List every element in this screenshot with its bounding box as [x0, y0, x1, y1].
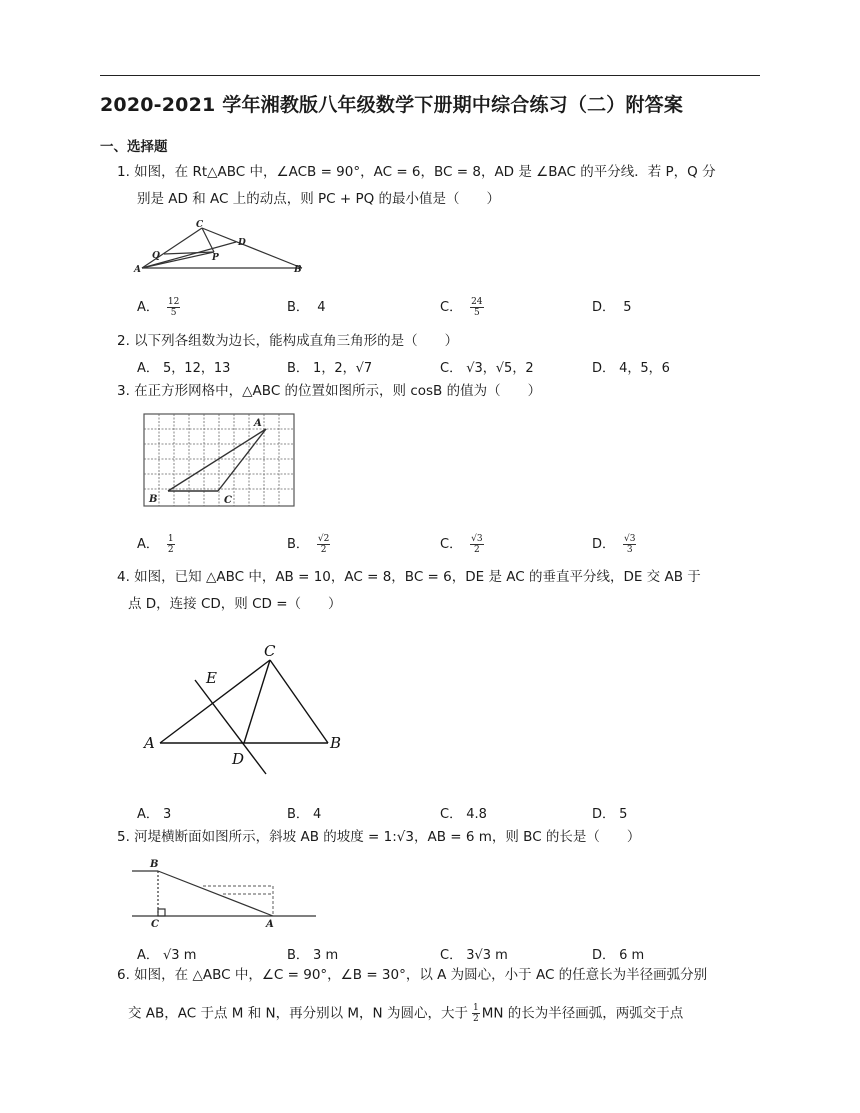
fig3-label-b: B: [149, 494, 158, 505]
header-rule: [100, 75, 760, 76]
question-4-line-2: 点 D，连接 CD，则 CD =（ ）: [128, 596, 342, 612]
q4-option-a[interactable]: A． 3: [137, 807, 172, 822]
fig5-label-b: B: [150, 859, 159, 870]
q4-option-b[interactable]: B． 4: [287, 807, 322, 822]
question-5-figure: [128, 856, 320, 928]
question-4-figure: [140, 640, 350, 780]
q2-option-b[interactable]: B． 1，2，√7: [287, 361, 373, 376]
q3-option-a[interactable]: A． $\frac{1}{2}$: [137, 534, 174, 555]
fig1-label-b: B: [294, 265, 302, 275]
q4-option-c[interactable]: C． 4.8: [440, 807, 487, 822]
q4-option-d[interactable]: D． 5: [592, 807, 628, 822]
q3-option-b[interactable]: B． $\frac{√2}{2}$: [287, 534, 330, 555]
fig4-label-e: E: [206, 669, 217, 687]
q1-option-d[interactable]: D． 5: [592, 300, 632, 315]
fig5-label-c: C: [151, 919, 159, 928]
q1-option-a[interactable]: A． $\frac{12}{5}$: [137, 297, 180, 318]
q1-option-c[interactable]: C． $\frac{24}{5}$: [440, 297, 483, 318]
fig4-label-c: C: [264, 642, 276, 660]
q2-option-d[interactable]: D． 4，5，6: [592, 361, 670, 376]
question-3-line: 3. 在正方形网格中，△ABC 的位置如图所示，则 cosB 的值为（ ）: [117, 383, 542, 399]
q2-option-a[interactable]: A． 5，12，13: [137, 361, 231, 376]
question-1-figure: [130, 218, 310, 278]
q3-option-d[interactable]: D． $\frac{√3}{3}$: [592, 534, 636, 555]
question-6-line-2: 交 AB，AC 于点 M 和 N，再分别以 M，N 为圆心，大于 $\frac{1}{2}$ MN 的长为半径画弧，两弧交于点: [128, 1003, 684, 1024]
question-1-line-2: 别是 AD 和 AC 上的动点，则 PC + PQ 的最小值是（ ）: [137, 191, 501, 207]
question-2-line: 2. 以下列各组数为边长，能构成直角三角形的是（ ）: [117, 333, 459, 349]
q2-option-c[interactable]: C． √3，√5，2: [440, 361, 534, 376]
fig3-label-c: C: [224, 495, 232, 506]
q5-option-a[interactable]: A． √3 m: [137, 948, 197, 963]
question-3-grid-figure: [140, 410, 298, 510]
fig1-label-c: C: [196, 220, 204, 230]
fig1-label-a: A: [134, 265, 141, 275]
q3-option-c[interactable]: C． $\frac{√3}{2}$: [440, 534, 483, 555]
q5-option-b[interactable]: B． 3 m: [287, 948, 339, 963]
fig1-label-q: Q: [152, 251, 160, 261]
q5-option-c[interactable]: C． 3√3 m: [440, 948, 508, 963]
question-6-line-1: 6. 如图，在 △ABC 中，∠C = 90°，∠B = 30°，以 A 为圆心，小于 AC 的任意长为半径画弧分别: [117, 967, 708, 983]
fig4-label-b: B: [330, 734, 342, 752]
page-title: 2020-2021 学年湘教版八年级数学下册期中综合练习（二）附答案: [100, 94, 684, 116]
question-4-line-1: 4. 如图，已知 △ABC 中，AB = 10，AC = 8，BC = 6，DE 是 AC 的垂直平分线，DE 交 AB 于: [117, 569, 701, 585]
question-5-line: 5. 河堤横断面如图所示，斜坡 AB 的坡度 = 1:√3，AB = 6 m，则 BC 的长是（ ）: [117, 829, 641, 845]
fig4-label-d: D: [232, 750, 245, 768]
fig4-label-a: A: [144, 734, 155, 752]
fig1-label-d: D: [238, 238, 246, 248]
q1-option-b[interactable]: B． 4: [287, 300, 326, 315]
section-heading: 一、选择题: [100, 139, 168, 155]
fig5-label-a: A: [266, 919, 274, 928]
fig1-label-p: P: [212, 253, 219, 263]
question-1-line-1: 1. 如图，在 Rt△ABC 中，∠ACB = 90°，AC = 6，BC = 8，AD 是 ∠BAC 的平分线．若 P，Q 分: [117, 164, 716, 180]
fig3-label-a: A: [254, 418, 262, 429]
q5-option-d[interactable]: D． 6 m: [592, 948, 645, 963]
